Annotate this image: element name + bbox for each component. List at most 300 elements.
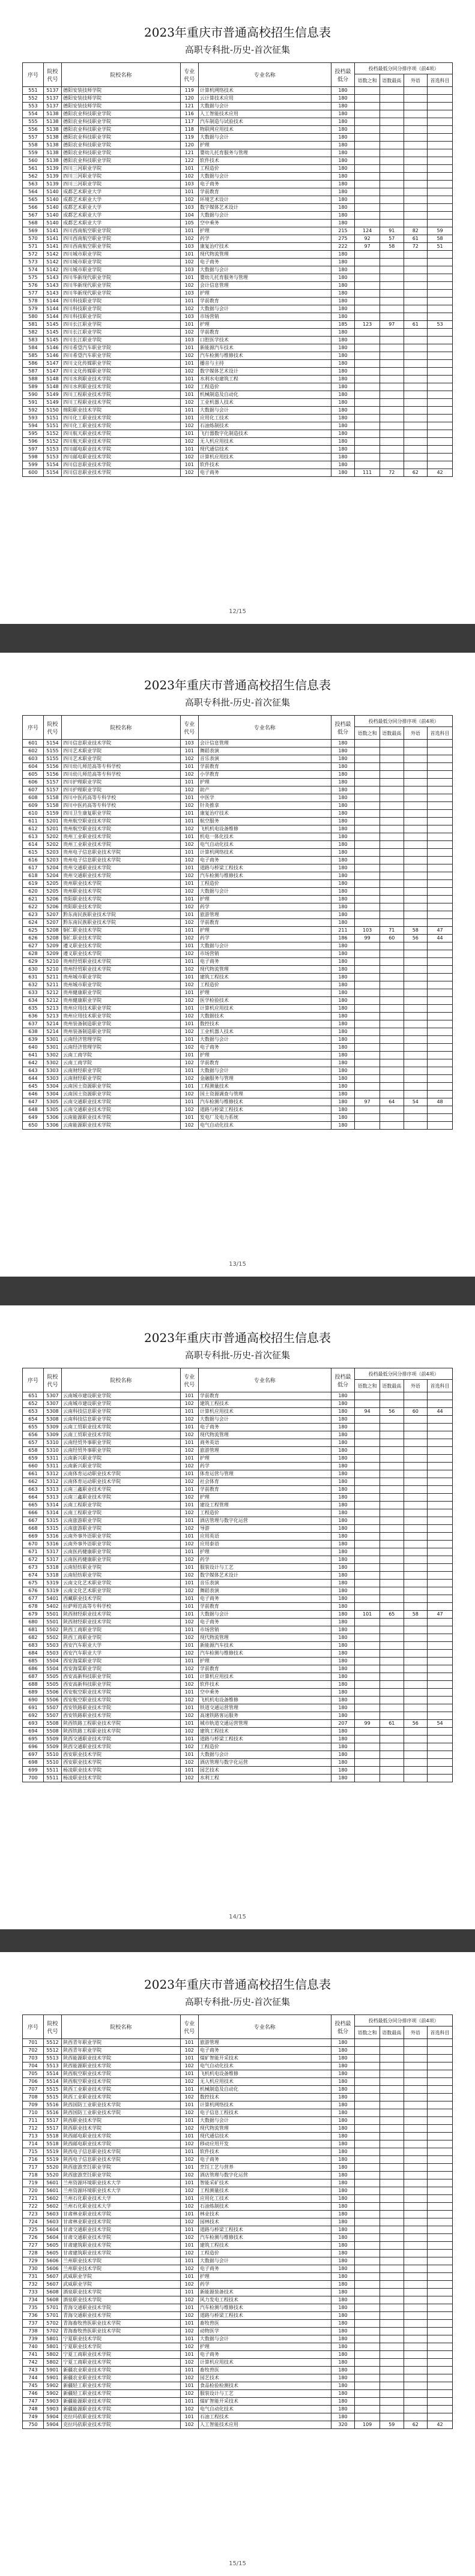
table-cell — [355, 415, 380, 422]
table-cell — [404, 1400, 428, 1408]
table-cell: 甘肃林业职业技术学院 — [62, 2218, 181, 2226]
table-cell: 武威职业学院 — [62, 2273, 181, 2281]
table-cell — [355, 2133, 380, 2140]
table-cell: 180 — [331, 1122, 355, 1130]
table-cell: 四川护理职业学院 — [62, 786, 181, 794]
table-cell: 学前教育 — [198, 329, 331, 337]
table-cell — [380, 2374, 404, 2382]
table-row — [23, 1502, 453, 1509]
table-cell: 712 — [23, 2125, 44, 2133]
table-cell: 云南医药健康职业学院 — [62, 1556, 181, 1564]
header-school-code: 院校代号 — [43, 2015, 61, 2039]
table-cell: 康复治疗技术 — [198, 810, 331, 818]
table-cell — [355, 2109, 380, 2117]
table-cell: 180 — [331, 383, 355, 391]
table-cell: 5603 — [43, 2218, 61, 2226]
table-cell: 101 — [180, 2117, 198, 2125]
table-cell: 旅游管理 — [198, 911, 331, 919]
table-row — [23, 2359, 453, 2367]
table-cell — [428, 165, 453, 173]
table-cell: 5401 — [43, 1595, 61, 1603]
table-cell: 608 — [23, 794, 44, 802]
table-cell: 德阳农业科技职业学院 — [62, 110, 181, 118]
table-cell — [355, 2351, 380, 2359]
table-row — [23, 313, 453, 321]
table-row — [23, 1028, 453, 1036]
table-row — [23, 1728, 453, 1736]
table-cell — [428, 430, 453, 438]
table-cell: 云南新兴职业学院 — [62, 1455, 181, 1463]
table-cell: 180 — [331, 896, 355, 903]
table-cell — [380, 1478, 404, 1486]
table-cell: 101 — [180, 2211, 198, 2218]
table-cell — [428, 2413, 453, 2421]
table-cell — [380, 2390, 404, 2398]
table-cell: 林业技术 — [198, 2211, 331, 2218]
table-cell — [380, 2234, 404, 2242]
table-cell: 5202 — [43, 833, 61, 841]
table-cell: 5307 — [43, 1400, 61, 1408]
table-cell — [355, 2094, 380, 2101]
table-cell — [380, 2359, 404, 2367]
table-cell — [355, 1681, 380, 1689]
table-cell: 53 — [428, 321, 453, 329]
table-cell: 180 — [331, 2195, 355, 2203]
table-cell — [428, 1494, 453, 1502]
table-cell — [380, 298, 404, 305]
table-cell: 会计信息管理 — [198, 282, 331, 290]
table-cell: 云南交通职业技术学院 — [62, 1098, 181, 1106]
table-cell — [380, 1509, 404, 1517]
table-cell: 四川科技职业学院 — [62, 305, 181, 313]
table-row — [23, 1626, 453, 1634]
table-cell: 611 — [23, 818, 44, 825]
table-cell: 云南交通职业技术学院 — [62, 1106, 181, 1114]
table-cell — [404, 2070, 428, 2078]
table-cell: 180 — [331, 126, 355, 134]
table-cell: 大数据与会计 — [198, 103, 331, 110]
table-cell: 617 — [23, 864, 44, 872]
table-cell: 102 — [180, 1743, 198, 1751]
table-cell — [404, 1642, 428, 1650]
table-cell — [380, 1751, 404, 1759]
table-cell — [428, 1439, 453, 1447]
table-cell — [380, 2250, 404, 2257]
table-cell — [404, 2055, 428, 2062]
table-row — [23, 220, 453, 227]
table-cell: 673 — [23, 1564, 44, 1572]
table-cell — [404, 344, 428, 352]
table-cell — [380, 1392, 404, 1400]
table-cell: 101 — [180, 274, 198, 282]
table-cell: 180 — [331, 313, 355, 321]
table-cell — [404, 802, 428, 810]
table-cell: 101 — [180, 1595, 198, 1603]
header-major-name: 专业名称 — [198, 1368, 331, 1392]
page-subtitle: 高职专科批-历史-首次征集 — [184, 697, 291, 708]
table-cell: 180 — [331, 1091, 355, 1098]
table-cell: 云南工程职业学院 — [62, 1502, 181, 1509]
table-cell — [380, 282, 404, 290]
table-cell — [428, 942, 453, 950]
table-cell: 学前教育 — [198, 919, 331, 927]
table-cell — [428, 1067, 453, 1075]
table-cell: 数字媒体艺术设计 — [198, 1572, 331, 1580]
table-cell: 贵州健康职业学院 — [62, 989, 181, 997]
table-cell: 5504 — [43, 1665, 61, 1673]
table-cell — [355, 446, 380, 454]
table-cell — [404, 818, 428, 825]
table-row — [23, 1689, 453, 1697]
table-cell — [355, 1697, 380, 1704]
table-cell — [428, 438, 453, 446]
table-cell: 180 — [331, 118, 355, 126]
table-cell: 5140 — [43, 188, 61, 196]
table-cell: 5519 — [43, 2148, 61, 2156]
table-cell: 四川中医药高等专科学校 — [62, 794, 181, 802]
table-cell — [355, 1728, 380, 1736]
table-cell: 102 — [180, 1619, 198, 1626]
table-cell: 四川城市职业学院 — [62, 266, 181, 274]
table-cell: 西安汽车职业大学 — [62, 1650, 181, 1658]
table-cell — [380, 134, 404, 142]
table-cell: 商务英语 — [198, 1439, 331, 1447]
table-cell — [380, 2203, 404, 2211]
table-cell: 5802 — [43, 2359, 61, 2367]
table-cell — [380, 188, 404, 196]
table-row — [23, 1059, 453, 1067]
table-cell: 180 — [331, 2187, 355, 2195]
table-cell: 700 — [23, 1775, 44, 1782]
table-cell: 大数据与会计 — [198, 1036, 331, 1044]
table-cell — [380, 1020, 404, 1028]
page-sheet — [0, 1952, 475, 2576]
header-chinese: 语数之和 — [355, 727, 380, 740]
table-cell: 5904 — [43, 2421, 61, 2429]
table-row — [23, 1517, 453, 1525]
table-cell: 627 — [23, 942, 44, 950]
table-cell: 黔东南民族职业技术学院 — [62, 919, 181, 927]
table-cell — [380, 1728, 404, 1736]
table-cell — [380, 376, 404, 383]
table-cell: 102 — [180, 305, 198, 313]
table-cell: 180 — [331, 1020, 355, 1028]
table-cell: 102 — [180, 888, 198, 896]
table-cell: 102 — [180, 2390, 198, 2398]
table-cell: 西安职业技术学院 — [62, 1751, 181, 1759]
table-row — [23, 368, 453, 376]
table-cell: 581 — [23, 321, 44, 329]
table-cell: 633 — [23, 989, 44, 997]
table-cell: 四川科技职业学院 — [62, 298, 181, 305]
header-school-name: 院校名称 — [62, 63, 181, 87]
table-cell: 180 — [331, 2226, 355, 2234]
table-cell: 180 — [331, 2055, 355, 2062]
table-row — [23, 103, 453, 110]
table-cell: 云南轻纺职业学院 — [62, 1572, 181, 1580]
table-cell — [380, 1091, 404, 1098]
table-cell: 707 — [23, 2086, 44, 2094]
table-cell: 5143 — [43, 282, 61, 290]
table-row — [23, 1122, 453, 1130]
table-cell — [428, 2281, 453, 2289]
table-cell: 551 — [23, 87, 44, 95]
table-cell: 180 — [331, 2047, 355, 2055]
table-cell: 180 — [331, 997, 355, 1005]
table-cell: 180 — [331, 2335, 355, 2343]
table-cell — [380, 989, 404, 997]
table-cell: 657 — [23, 1439, 44, 1447]
table-cell: 97 — [355, 243, 380, 251]
table-cell: 180 — [331, 911, 355, 919]
table-cell: 大数据与会计 — [198, 2257, 331, 2265]
table-cell: 烹饪工艺与营养 — [198, 2164, 331, 2172]
table-cell: 58 — [428, 235, 453, 243]
table-cell — [404, 204, 428, 212]
table-cell: 667 — [23, 1517, 44, 1525]
table-cell — [355, 2140, 380, 2148]
table-cell: 青海交通职业技术学院 — [62, 2304, 181, 2312]
table-cell — [404, 422, 428, 430]
table-cell: 护理 — [198, 1494, 331, 1502]
table-cell: 101 — [180, 1455, 198, 1463]
page-sheet — [0, 0, 475, 624]
table-row — [23, 2281, 453, 2289]
table-row — [23, 1658, 453, 1665]
table-cell — [380, 2211, 404, 2218]
table-cell: 101 — [180, 1736, 198, 1743]
table-cell: 贵州电子信息职业技术学院 — [62, 857, 181, 864]
table-cell — [355, 407, 380, 415]
table-cell: 陕西电子信息职业技术学院 — [62, 2156, 181, 2164]
table-cell: 180 — [331, 880, 355, 888]
table-cell — [428, 849, 453, 857]
table-cell: 102 — [180, 329, 198, 337]
table-cell: 180 — [331, 329, 355, 337]
table-cell: 电子商务 — [198, 1619, 331, 1626]
table-cell — [428, 2203, 453, 2211]
table-cell — [404, 360, 428, 368]
table-cell: 播音与主持 — [198, 360, 331, 368]
table-cell: 180 — [331, 1611, 355, 1619]
table-cell: 5203 — [43, 857, 61, 864]
table-cell — [355, 1470, 380, 1478]
table-cell: 693 — [23, 1720, 44, 1728]
table-row — [23, 1020, 453, 1028]
table-cell — [355, 1580, 380, 1587]
table-cell — [404, 2179, 428, 2187]
table-row — [23, 1642, 453, 1650]
table-cell: 陕西工业职业技术学院 — [62, 2094, 181, 2101]
table-cell — [428, 1728, 453, 1736]
table-cell — [404, 2343, 428, 2351]
table-cell: 102 — [180, 1478, 198, 1486]
table-cell: 电子商务 — [198, 2265, 331, 2273]
table-cell: 5313 — [43, 1494, 61, 1502]
table-cell — [428, 2343, 453, 2351]
table-cell: 682 — [23, 1634, 44, 1642]
table-cell: 电子商务 — [198, 259, 331, 266]
table-cell: 护理 — [198, 142, 331, 149]
table-cell: 671 — [23, 1548, 44, 1556]
table-cell: 舞蹈表演 — [198, 747, 331, 755]
table-cell: 成都艺术职业大学 — [62, 188, 181, 196]
table-cell: 180 — [331, 1463, 355, 1470]
table-cell: 工程造价 — [198, 2250, 331, 2257]
table-row — [23, 251, 453, 259]
table-cell: 102 — [180, 935, 198, 942]
table-cell — [428, 755, 453, 763]
table-cell — [355, 220, 380, 227]
table-cell: 82 — [404, 227, 428, 235]
table-cell — [428, 966, 453, 974]
table-cell: 629 — [23, 958, 44, 966]
table-cell: 207 — [331, 1720, 355, 1728]
table-cell — [428, 841, 453, 849]
header-tiebreak-group: 投档最低分同分排序项（前4项） — [355, 2015, 453, 2026]
table-cell: 101 — [180, 2367, 198, 2374]
table-cell: 101 — [180, 1083, 198, 1091]
table-cell: 180 — [331, 1751, 355, 1759]
table-cell — [428, 1681, 453, 1689]
table-cell: 四川华新现代职业学院 — [62, 274, 181, 282]
table-cell: 662 — [23, 1478, 44, 1486]
table-cell — [355, 2374, 380, 2382]
table-cell — [380, 1431, 404, 1439]
table-cell: 建筑工程技术 — [198, 2242, 331, 2250]
table-cell — [380, 2304, 404, 2312]
table-cell: 汽车检测与维修技术 — [198, 1098, 331, 1106]
table-cell: 数控技术 — [198, 2094, 331, 2101]
table-cell: 计算机应用技术 — [198, 1005, 331, 1013]
table-cell: 汽车检测与维修技术 — [198, 872, 331, 880]
table-row — [23, 1743, 453, 1751]
table-cell: 592 — [23, 407, 44, 415]
table-cell: 5140 — [43, 212, 61, 220]
table-cell: 电子商务 — [198, 181, 331, 188]
table-cell: 704 — [23, 2062, 44, 2070]
table-row — [23, 2328, 453, 2335]
table-cell: 124 — [355, 227, 380, 235]
table-cell — [404, 1665, 428, 1673]
table-cell: 101 — [180, 376, 198, 383]
table-cell — [355, 1075, 380, 1083]
table-cell — [404, 966, 428, 974]
table-cell — [428, 1122, 453, 1130]
table-cell: 5702 — [43, 2328, 61, 2335]
table-cell: 兰州职业技术学院 — [62, 2265, 181, 2273]
table-cell — [428, 802, 453, 810]
table-cell — [380, 2296, 404, 2304]
table-cell: 180 — [331, 825, 355, 833]
table-cell: 651 — [23, 1392, 44, 1400]
table-cell: 5601 — [43, 2187, 61, 2195]
table-row — [23, 1673, 453, 1681]
table-cell: 101 — [180, 251, 198, 259]
table-cell — [428, 344, 453, 352]
table-cell: 61 — [404, 321, 428, 329]
table-cell: 691 — [23, 1704, 44, 1712]
table-cell: 5318 — [43, 1572, 61, 1580]
table-cell — [355, 1658, 380, 1665]
table-cell: 102 — [180, 1509, 198, 1517]
table-row — [23, 1704, 453, 1712]
table-cell: 589 — [23, 383, 44, 391]
table-cell — [404, 383, 428, 391]
table-row — [23, 825, 453, 833]
table-cell: 5154 — [43, 469, 61, 477]
table-cell — [355, 880, 380, 888]
table-cell: 215 — [331, 227, 355, 235]
table-cell — [355, 181, 380, 188]
table-cell: 180 — [331, 1603, 355, 1611]
table-cell: 180 — [331, 1075, 355, 1083]
table-cell — [404, 1028, 428, 1036]
table-cell — [355, 1751, 380, 1759]
table-cell: 四川艺术职业学院 — [62, 747, 181, 755]
table-cell: 5149 — [43, 391, 61, 399]
table-cell: 电气自动化技术 — [198, 2062, 331, 2070]
table-cell: 陕西青年职业学院 — [62, 2039, 181, 2047]
table-cell — [355, 2164, 380, 2172]
table-cell — [380, 1067, 404, 1075]
table-cell: 5138 — [43, 157, 61, 165]
table-cell: 180 — [331, 841, 355, 849]
table-cell: 西安航空职业技术学院 — [62, 1697, 181, 1704]
table-cell — [355, 360, 380, 368]
table-cell: 道路与桥梁工程技术 — [198, 864, 331, 872]
table-cell — [428, 903, 453, 911]
table-row — [23, 2289, 453, 2296]
table-row — [23, 2265, 453, 2273]
table-cell: 陕西铁路工程职业技术学院 — [62, 1720, 181, 1728]
table-cell — [380, 1052, 404, 1059]
table-cell: 102 — [180, 2125, 198, 2133]
table-row — [23, 1603, 453, 1611]
table-cell: 614 — [23, 841, 44, 849]
table-cell: 工程造价 — [198, 1509, 331, 1517]
header-min-score: 投档最低分 — [331, 2015, 355, 2039]
table-cell: 180 — [331, 2398, 355, 2406]
table-cell — [355, 825, 380, 833]
table-cell — [380, 2078, 404, 2086]
table-cell: 5154 — [43, 740, 61, 747]
table-cell — [428, 181, 453, 188]
table-cell — [428, 2172, 453, 2179]
table-cell: 654 — [23, 1416, 44, 1424]
table-cell — [380, 2367, 404, 2374]
table-cell: 101 — [180, 1392, 198, 1400]
table-cell: 德阳农业科技职业学院 — [62, 149, 181, 157]
table-cell — [380, 1689, 404, 1697]
table-cell: 青海畜牧兽医职业技术学院 — [62, 2320, 181, 2328]
table-cell: 5138 — [43, 134, 61, 142]
table-cell — [404, 415, 428, 422]
table-cell — [355, 2328, 380, 2335]
table-cell — [428, 981, 453, 989]
header-preferred: 首选科目 — [428, 1380, 453, 1392]
table-cell: 103 — [180, 313, 198, 321]
table-row — [23, 747, 453, 755]
table-cell: 102 — [180, 1091, 198, 1098]
table-cell — [380, 87, 404, 95]
table-cell: 102 — [180, 2156, 198, 2164]
table-cell: 65 — [380, 1611, 404, 1619]
table-cell — [380, 2133, 404, 2140]
table-cell: 大数据与会计 — [198, 1067, 331, 1075]
table-cell: 宁夏职业技术学院 — [62, 2343, 181, 2351]
table-cell: 180 — [331, 1400, 355, 1408]
